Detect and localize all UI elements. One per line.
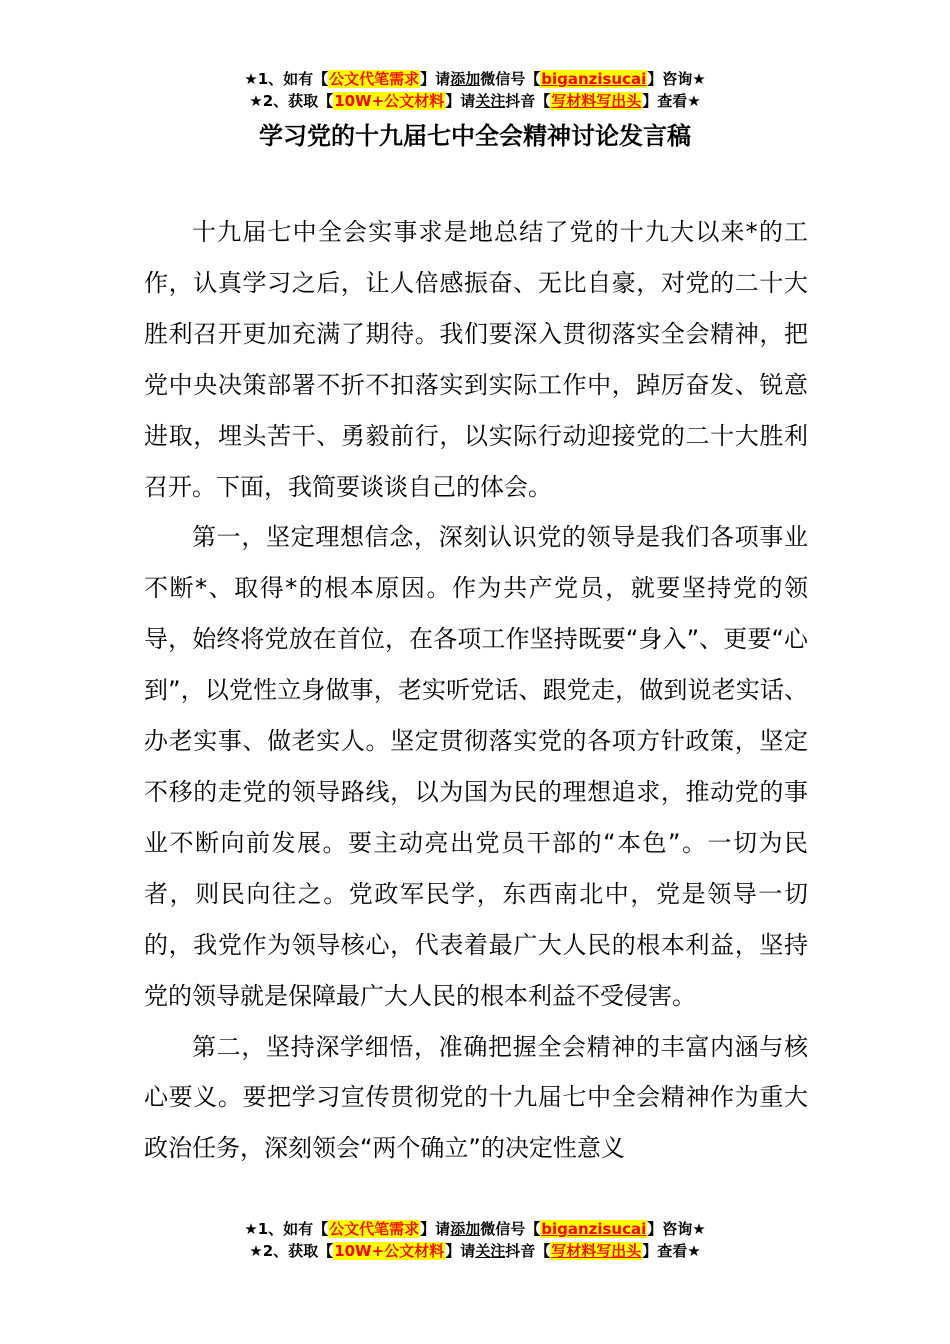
promo-highlight: 10W+公文材料	[334, 1242, 445, 1260]
promo-text: 微信号【	[480, 1220, 541, 1238]
douyin-account-link[interactable]: 写材料写出头	[551, 92, 642, 110]
promo-text: 】查看★	[642, 1242, 701, 1260]
promo-line-2	[0, 90, 950, 112]
promo-highlight: 10W+公文材料	[334, 92, 445, 110]
promo-text: ★2、获取【	[249, 92, 334, 110]
promo-text: 】查看★	[642, 92, 701, 110]
promo-text: 】请	[420, 70, 451, 88]
promo-text: 抖音【	[505, 92, 551, 110]
document-title: 学习党的十九届七中全会精神讨论发言稿	[259, 122, 691, 150]
promo-text: ★2、获取【	[249, 1242, 334, 1260]
promo-underlined: 添加	[450, 70, 481, 88]
promo-highlight: 公文代笔需求	[329, 1220, 420, 1238]
header-promo-banner	[0, 68, 950, 112]
promo-text: 】请	[420, 1220, 451, 1238]
promo-text: ★1、如有【	[244, 1220, 329, 1238]
promo-underlined: 添加	[450, 1220, 481, 1238]
footer-promo-banner	[0, 1218, 950, 1262]
promo-text: 】请	[445, 1242, 476, 1260]
paragraph-second-point: 第二，坚持深学细悟，准确把握全会精神的丰富内涵与核心要义。要把学习宣传贯彻党的十九届七中全会精神作为重大政治任务，深刻领会“两个确立”的决定性意义	[144, 1032, 808, 1163]
wechat-id-link[interactable]: biganzisucai	[541, 70, 647, 88]
promo-text: 】请	[445, 92, 476, 110]
douyin-account-link[interactable]: 写材料写出头	[551, 1242, 642, 1260]
promo-highlight: 公文代笔需求	[329, 70, 420, 88]
promo-line-2	[0, 1240, 950, 1262]
promo-text: 】咨询★	[647, 70, 706, 88]
promo-underlined: 关注	[475, 1242, 506, 1260]
paragraph-first-point: 第一，坚定理想信念，深刻认识党的领导是我们各项事业不断*、取得*的根本原因。作为共产党员，就要坚持党的领导，始终将党放在首位，在各项工作坚持既要“身入”、更要“心到”，以党性立身做事，老实听党话、跟党走，做到说老实话、办老实事、做老实人。坚定贯彻落实党的各项方针政策，坚定不移的走党的领导路线，以为国为民的理想追求，推动党的事业不断向前发展。要主动亮出党员干部的“本色”。一切为民者，则民向往之。党政军民学，东西南北中，党是领导一切的，我党作为领导核心，代表着最广大人民的根本利益，坚持党的领导就是保障最广大人民的根本利益不受侵害。	[144, 523, 808, 1010]
wechat-id-link[interactable]: biganzisucai	[541, 1220, 647, 1238]
promo-text: 微信号【	[480, 70, 541, 88]
promo-text: ★1、如有【	[244, 70, 329, 88]
promo-line-1	[0, 1218, 950, 1240]
paragraph-intro: 十九届七中全会实事求是地总结了党的十九大以来*的工作，认真学习之后，让人倍感振奋、无比自豪，对党的二十大胜利召开更加充满了期待。我们要深入贯彻落实全会精神，把党中央决策部署不折不扣落实到实际工作中，踔厉奋发、锐意进取，埋头苦干、勇毅前行，以实际行动迎接党的二十大胜利召开。下面，我简要谈谈自己的体会。	[144, 218, 808, 501]
document-body	[144, 207, 808, 1174]
promo-line-1	[0, 68, 950, 90]
promo-text: 抖音【	[505, 1242, 551, 1260]
promo-text: 】咨询★	[647, 1220, 706, 1238]
promo-underlined: 关注	[475, 92, 506, 110]
